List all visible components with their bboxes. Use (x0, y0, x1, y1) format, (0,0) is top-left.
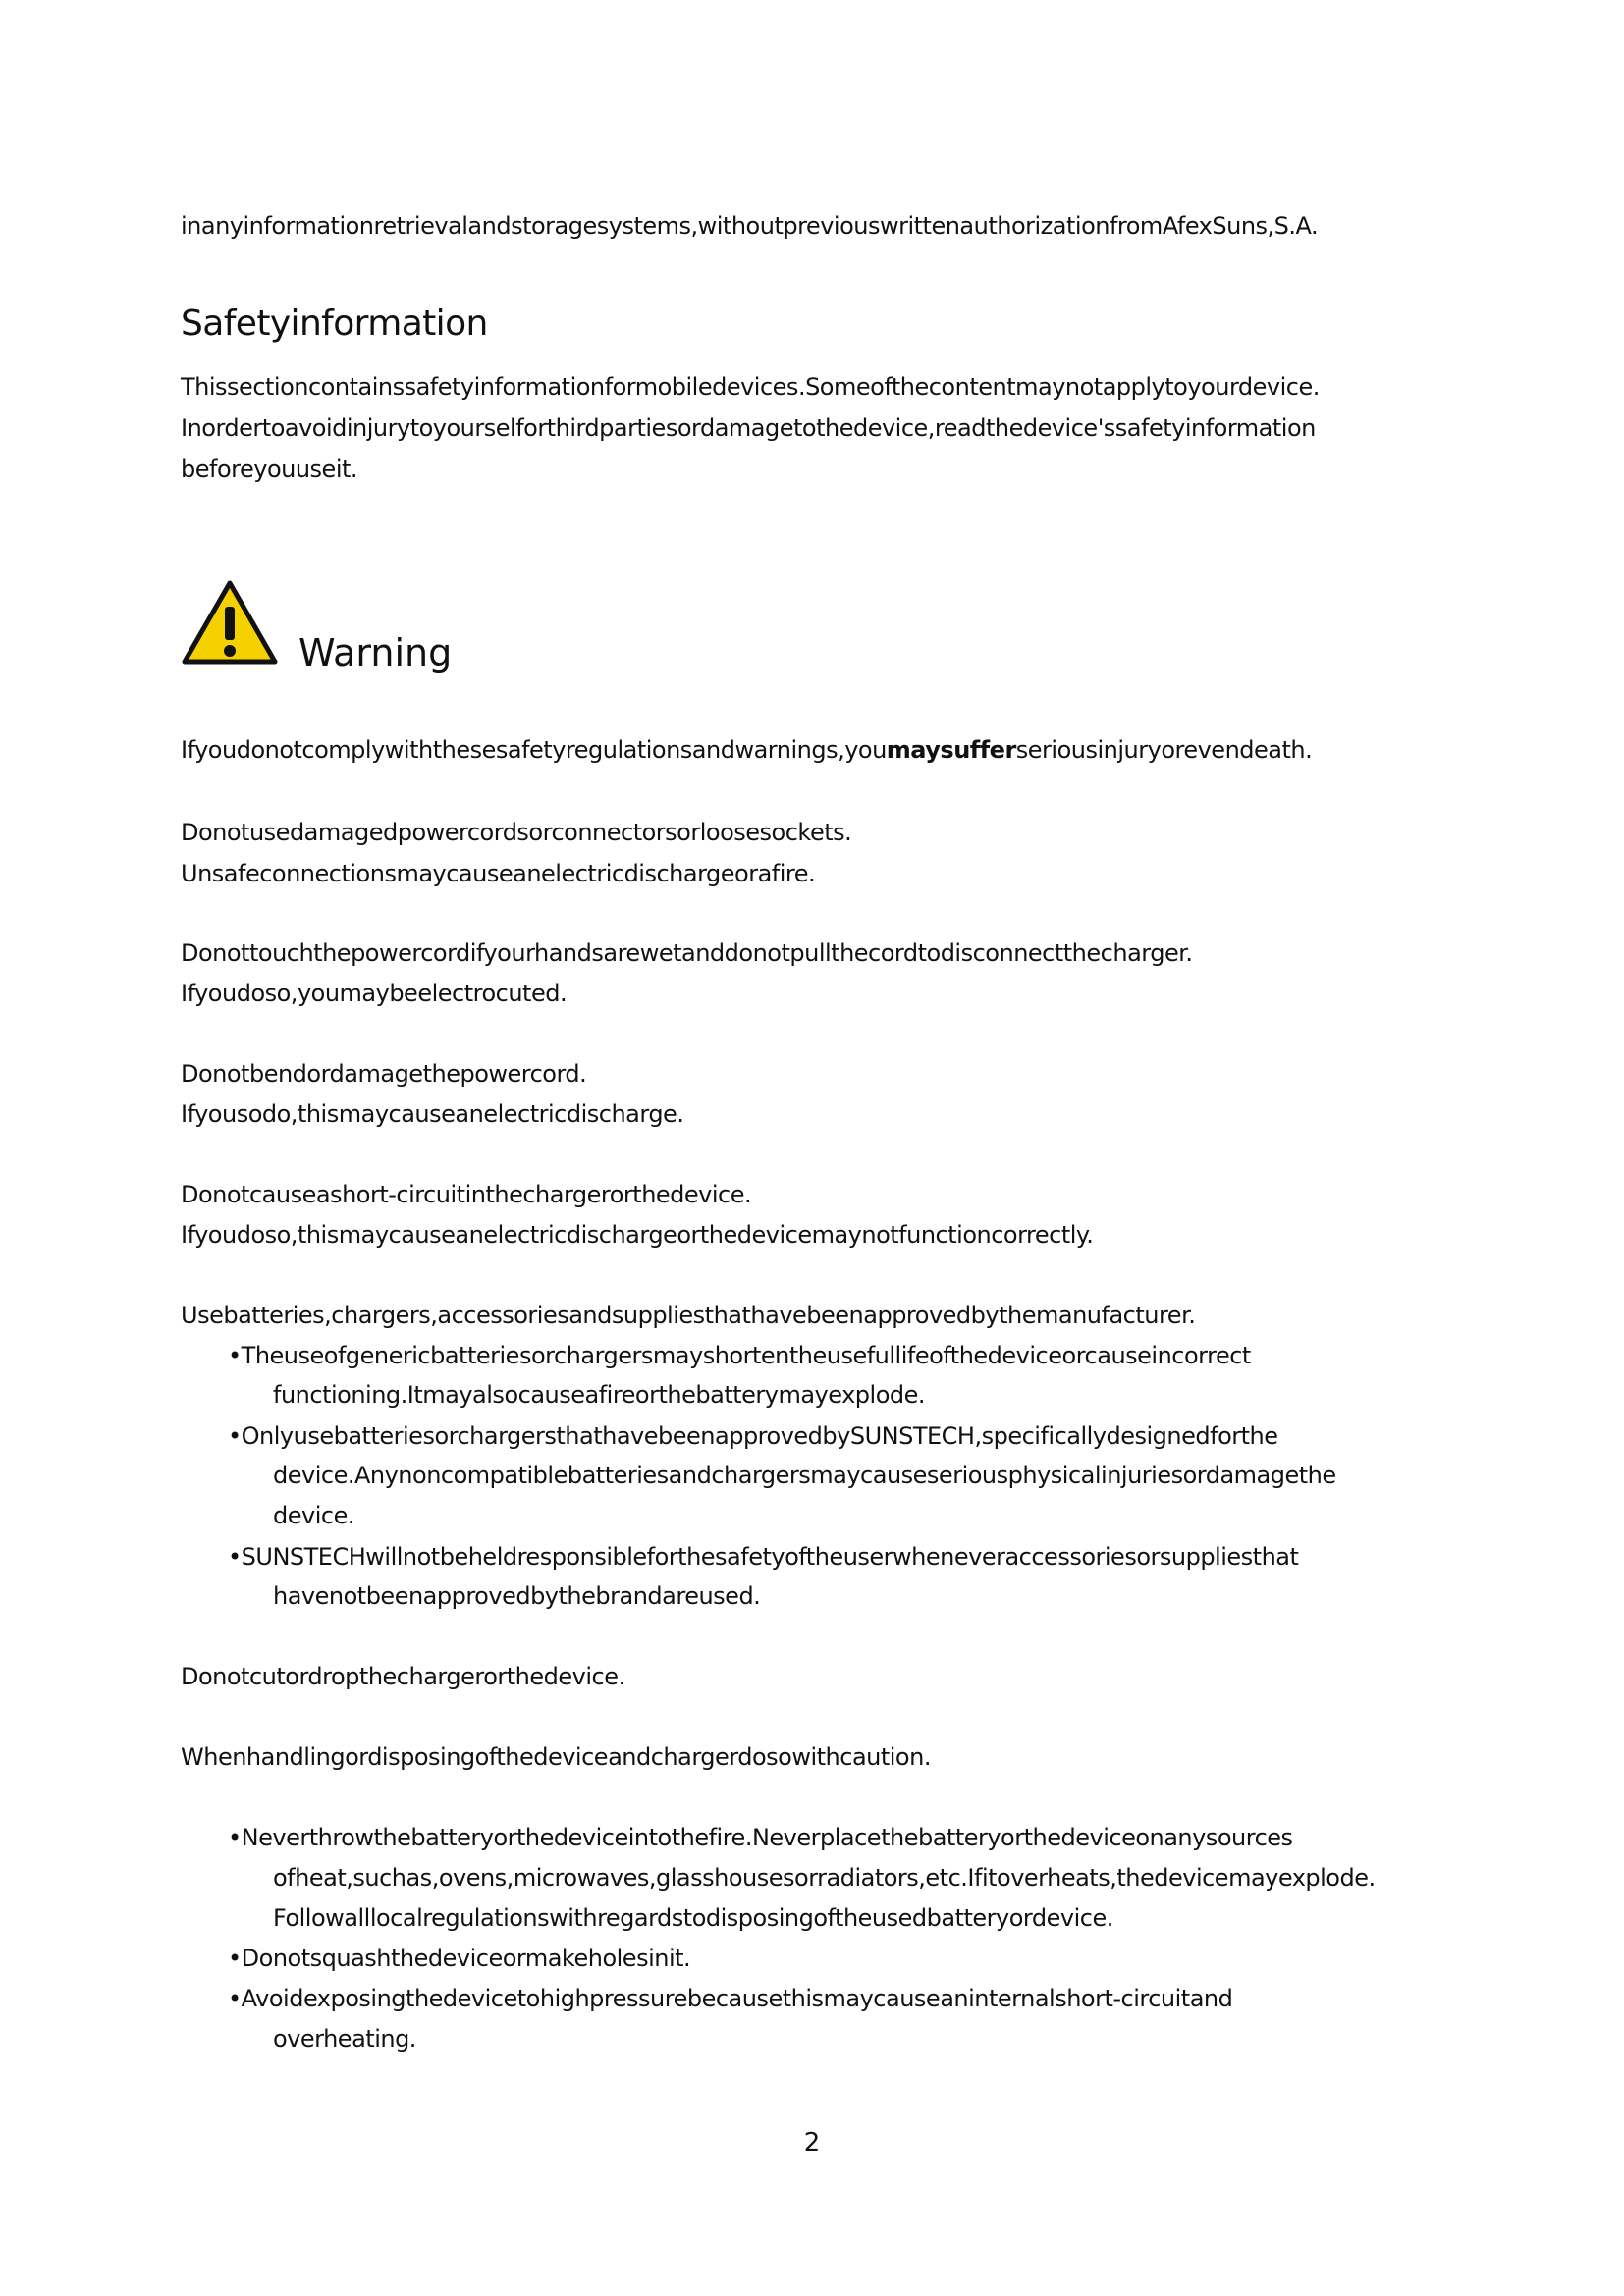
bullet-fire-line-2: ofheat,suchas,ovens,microwaves,glasshousesorradiators,etc.Ifitoverheats,thedevicemayexplode. (273, 1864, 1376, 1892)
heading-wet-hands: Donottouchthepowercordifyourhandsarewetanddonotpullthecordtodisconnectthecharger. (181, 939, 1193, 967)
bullet-approved-only-line-1: •OnlyusebatteriesorchargersthathavebeenapprovedbySUNSTECH,specificallydesignedforthe (228, 1422, 1278, 1450)
safety-intro-line-3: beforeyouuseit. (181, 455, 358, 483)
text-bend-cord: Ifyousodo,thismaycauseanelectricdischarge. (181, 1100, 684, 1128)
page-number: 2 (803, 2128, 821, 2158)
warning-statement (181, 734, 1312, 766)
warning-statement-start: Ifyoudonotcomplywiththesesafetyregulationsandwarnings,you (181, 736, 887, 764)
bullet-not-responsible-line-1: •SUNSTECHwillnotbeheldresponsibleforthesafetyoftheuserwheneveraccessoriesorsuppliesthat (228, 1543, 1299, 1571)
safety-intro-line-2: Inordertoavoidinjurytoyourselforthirdpartiesordamagetothedevice,readthedevice'ssafetyinformation (181, 414, 1316, 442)
bullet-fire-line-1: •Neverthrowthebatteryorthedeviceintothefire.Neverplacethebatteryorthedeviceonanysources (228, 1824, 1293, 1851)
text-damaged-cords: Unsafeconnectionsmaycauseanelectricdischargeorafire. (181, 860, 816, 887)
heading-bend-cord: Donotbendordamagethepowercord. (181, 1060, 587, 1088)
bullet-approved-only-line-3: device. (273, 1502, 354, 1529)
bullet-no-squash: •Donotsquashthedeviceormakeholesinit. (228, 1945, 691, 1972)
bullet-generic-batteries-line-2: functioning.Itmayalsocauseafireorthebatterymayexplode. (273, 1381, 926, 1409)
heading-short-circuit: Donotcauseashort-circuitinthechargerorthedevice. (181, 1181, 752, 1208)
heading-approved-accessories: Usebatteries,chargers,accessoriesandsuppliesthathavebeenapprovedbythemanufacturer. (181, 1302, 1196, 1329)
warning-statement-end: seriousinjuryorevendeath. (1015, 736, 1313, 764)
bullet-generic-batteries-line-1: •Theuseofgenericbatteriesorchargersmayshortentheusefullifeofthedeviceorcauseincorrect (228, 1342, 1251, 1369)
section-title-safety-information: Safetyinformation (181, 303, 488, 344)
bullet-high-pressure-line-1: •Avoidexposingthedevicetohighpressurebecausethismaycauseaninternalshort-circuitand (228, 1985, 1233, 2012)
safety-intro-line-1: Thissectioncontainssafetyinformationformobiledevices.Someofthecontentmaynotapplytoyourdevice. (181, 373, 1320, 400)
heading-do-not-drop: Donotcutordropthechargerorthedevice. (181, 1663, 625, 1690)
text-short-circuit: Ifyoudoso,thismaycauseanelectricdischargeorthedevicemaynotfunctioncorrectly. (181, 1221, 1094, 1249)
bullet-high-pressure-line-2: overheating. (273, 2025, 416, 2053)
heading-handling-disposal: Whenhandlingordisposingofthedeviceandchargerdosowithcaution. (181, 1743, 931, 1771)
bullet-approved-only-line-2: device.Anynoncompatiblebatteriesandchargersmaycauseseriousphysicalinjuriesordamagethe (273, 1462, 1336, 1489)
text-wet-hands: Ifyoudoso,youmaybeelectrocuted. (181, 980, 568, 1007)
bullet-fire-line-3: Followalllocalregulationswithregardstodisposingoftheusedbatteryordevice. (273, 1904, 1113, 1932)
heading-damaged-cords: Donotusedamagedpowercordsorconnectorsorloosesockets. (181, 819, 852, 846)
continued-text-line: inanyinformationretrievalandstoragesystems,withoutpreviouswrittenauthorizationfromAfexSuns,S.A. (181, 212, 1319, 240)
warning-statement-emphasis: maysuffer (886, 736, 1016, 764)
bullet-not-responsible-line-2: havenotbeenapprovedbythebrandareused. (273, 1582, 761, 1610)
warning-title: Warning (298, 631, 453, 674)
warning-triangle-icon (181, 579, 279, 666)
